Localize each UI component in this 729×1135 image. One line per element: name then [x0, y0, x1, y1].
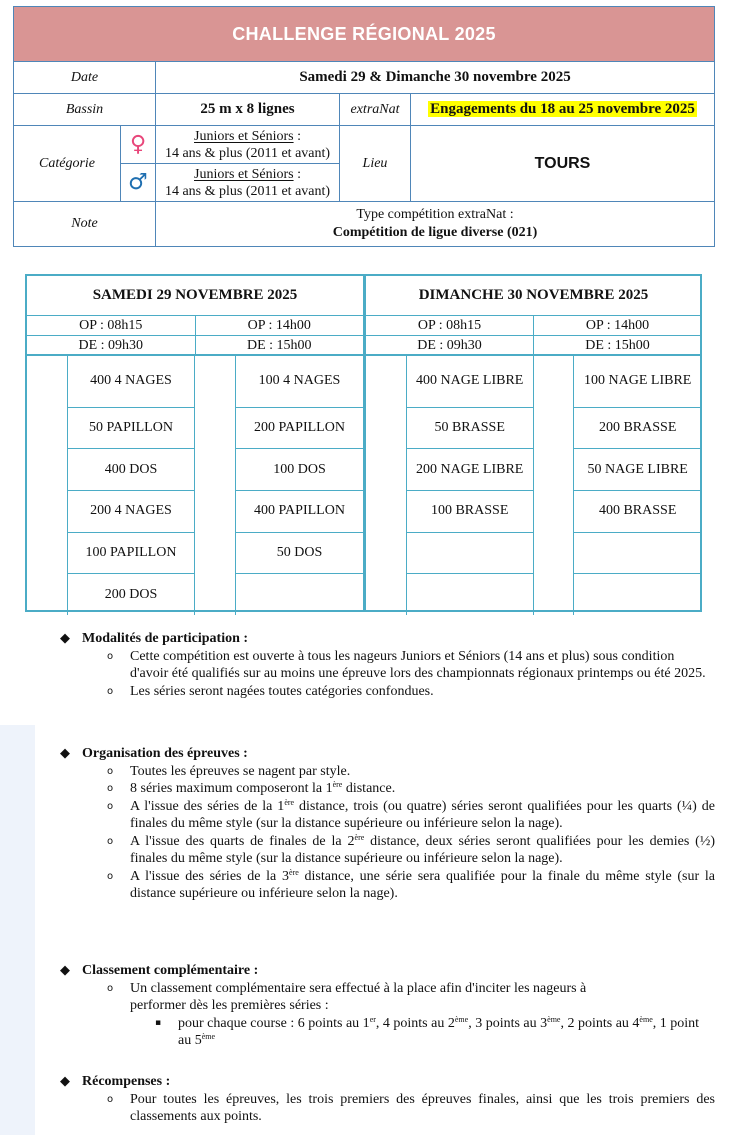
session-afternoon-events — [236, 356, 363, 615]
schedule-table — [25, 274, 702, 612]
diamond-bullet-icon: ◆ — [60, 1074, 70, 1089]
male-category: Juniors et Séniors : 14 ans & plus (2011 et avant) — [156, 164, 340, 202]
session-morning-events — [407, 356, 534, 615]
event-cell: 400 DOS — [68, 449, 194, 491]
session-times — [27, 316, 363, 356]
circle-bullet-icon: o — [107, 870, 114, 882]
competition-info-table — [13, 6, 715, 247]
event-cell: 200 PAPILLON — [236, 408, 363, 450]
event-cell: 200 DOS — [104, 586, 158, 602]
list-item: o Toutes les épreuves se nagent par style. — [107, 763, 351, 779]
date-value: Samedi 29 & Dimanche 30 novembre 2025 — [156, 62, 715, 94]
lieu-value: TOURS — [411, 126, 715, 202]
lieu-label: Lieu — [340, 126, 411, 202]
bassin-value: 25 m x 8 lignes — [156, 94, 340, 126]
event-cell: 200 NAGE LIBRE — [407, 449, 533, 491]
events-grid — [27, 356, 363, 615]
list-item: o A l'issue des séries de la 1ère distance, trois (ou quatre) séries seront qualifiées pour les quarts (¼) de finales du même style (sur la distance supérieure ou inférieure selon la nage). — [107, 797, 716, 831]
event-cell: 50 DOS — [236, 533, 363, 575]
female-category-title: Juniors et Séniors — [194, 128, 294, 144]
event-cell: 50 BRASSE — [407, 408, 533, 450]
square-bullet-icon: ▪ — [155, 1017, 162, 1028]
list-item: o Un classement complémentaire sera effectué à la place afin d'inciter les nageurs à performer dès les premières séries : ▪ pour chaque course : 6 points au 1er, 4 points au 2ème, 3 points au 3ème, 2 points au 4ème, 1 point au 5ème — [107, 980, 715, 1050]
circle-bullet-icon: o — [107, 765, 114, 777]
event-cell: 100 BRASSE — [407, 491, 533, 533]
note-label: Note — [14, 202, 156, 247]
event-cell: 100 DOS — [236, 449, 363, 491]
day-title: DIMANCHE 30 NOVEMBRE 2025 — [366, 276, 701, 316]
diamond-bullet-icon: ◆ — [60, 746, 70, 761]
circle-bullet-icon: o — [107, 685, 114, 697]
event-cell — [407, 533, 533, 575]
section-title: Modalités de participation : — [82, 631, 249, 646]
section-modalites — [60, 630, 715, 700]
section-organisation — [60, 745, 715, 903]
section-classement — [60, 962, 715, 1050]
male-category-detail: 14 ans & plus (2011 et avant) — [164, 183, 331, 199]
session-de: DE : 09h30 — [27, 335, 195, 354]
session-op: OP : 14h00 — [247, 318, 311, 333]
categorie-label: Catégorie — [14, 126, 121, 202]
events-grid — [366, 356, 701, 615]
list-item: o Cette compétition est ouverte à tous les nageurs Juniors et Séniors (14 ans et plus) sous condition d'avoir été qualifiés sur au moins une épreuve lors des championnats régionaux printemps ou été 2025. — [107, 648, 706, 681]
list-item: ▪ pour chaque course : 6 points au 1er, 4 points au 2ème, 3 points au 3ème, 2 points au 4ème, 1 point au 5ème — [155, 1014, 700, 1048]
section-recompenses — [60, 1073, 715, 1126]
diamond-bullet-icon: ◆ — [60, 963, 70, 978]
circle-bullet-icon: o — [107, 982, 114, 994]
competition-title: CHALLENGE RÉGIONAL 2025 — [14, 7, 715, 62]
day-saturday — [27, 276, 364, 610]
extranat-label: extraNat — [340, 94, 411, 126]
circle-bullet-icon: o — [107, 783, 114, 794]
event-cell: 400 BRASSE — [574, 491, 701, 533]
note-line-1: Type compétition extraNat : — [356, 207, 514, 222]
female-category-detail: 14 ans & plus (2011 et avant) — [164, 145, 331, 161]
list-item: o A l'issue des séries de la 3ère distance, une série sera qualifiée pour la finale du même style (sur la distance supérieure ou inférieure selon la nage). — [107, 867, 715, 901]
session-op: OP : 08h15 — [79, 318, 143, 333]
event-cell: 200 BRASSE — [574, 408, 701, 450]
male-symbol-icon: ♂ — [121, 164, 156, 202]
event-cell: 400 NAGE LIBRE — [407, 356, 533, 408]
diamond-bullet-icon: ◆ — [60, 631, 70, 646]
circle-bullet-icon: o — [107, 1093, 114, 1105]
circle-bullet-icon: o — [107, 650, 114, 662]
circle-bullet-icon: o — [107, 800, 114, 812]
session-afternoon-events — [574, 356, 701, 615]
event-cell: 50 NAGE LIBRE — [574, 449, 701, 491]
bassin-label: Bassin — [14, 94, 156, 126]
day-title: SAMEDI 29 NOVEMBRE 2025 — [27, 276, 363, 316]
event-cell — [236, 574, 363, 615]
session-morning-events — [68, 356, 195, 615]
session-de: DE : 15h00 — [534, 335, 701, 354]
list-item: o Pour toutes les épreuves, les trois premiers des épreuves finales, ainsi que les trois premiers des classements aux points. — [107, 1091, 715, 1124]
event-cell — [407, 574, 533, 615]
event-cell: 400 4 NAGES — [68, 356, 194, 408]
day-sunday — [364, 276, 701, 610]
circle-bullet-icon: o — [107, 835, 114, 847]
list-item: o A l'issue des quarts de finales de la 2ère distance, deux séries seront qualifiées pour les demies (½) finales du même style (sur la distance supérieure ou inférieure selon la nage). — [107, 832, 715, 866]
left-margin-strip — [0, 725, 35, 1135]
event-cell: 50 PAPILLON — [68, 408, 194, 450]
event-cell: 400 PAPILLON — [236, 491, 363, 533]
list-item: o Les séries seront nagées toutes catégories confondues. — [107, 683, 434, 699]
event-cell — [574, 533, 701, 575]
event-cell: 100 NAGE LIBRE — [574, 356, 701, 408]
event-cell: 200 4 NAGES — [68, 491, 194, 533]
event-cell: 100 4 NAGES — [236, 356, 363, 408]
section-title: Classement complémentaire : — [82, 963, 259, 978]
list-item: o 8 séries maximum composeront la 1ère distance. — [107, 780, 396, 796]
event-cell: 100 PAPILLON — [68, 533, 194, 575]
session-de: DE : 09h30 — [366, 335, 533, 354]
event-cell — [574, 574, 701, 615]
female-category: Juniors et Séniors : 14 ans & plus (2011 et avant) — [156, 126, 340, 164]
male-category-title: Juniors et Séniors — [194, 166, 294, 182]
engagements-highlight: Engagements du 18 au 25 novembre 2025 — [430, 101, 695, 117]
section-title: Récompenses : — [82, 1074, 171, 1089]
date-label: Date — [14, 62, 156, 94]
session-times — [366, 316, 701, 356]
note-line-2: Compétition de ligue diverse (021) — [332, 225, 538, 240]
extranat-value — [411, 94, 715, 126]
female-symbol-icon: ♀ — [121, 126, 156, 164]
section-title: Organisation des épreuves : — [82, 746, 248, 761]
session-op: OP : 08h15 — [417, 318, 482, 333]
session-op: OP : 14h00 — [585, 318, 650, 333]
session-de: DE : 15h00 — [196, 335, 364, 354]
note-value — [156, 202, 715, 247]
